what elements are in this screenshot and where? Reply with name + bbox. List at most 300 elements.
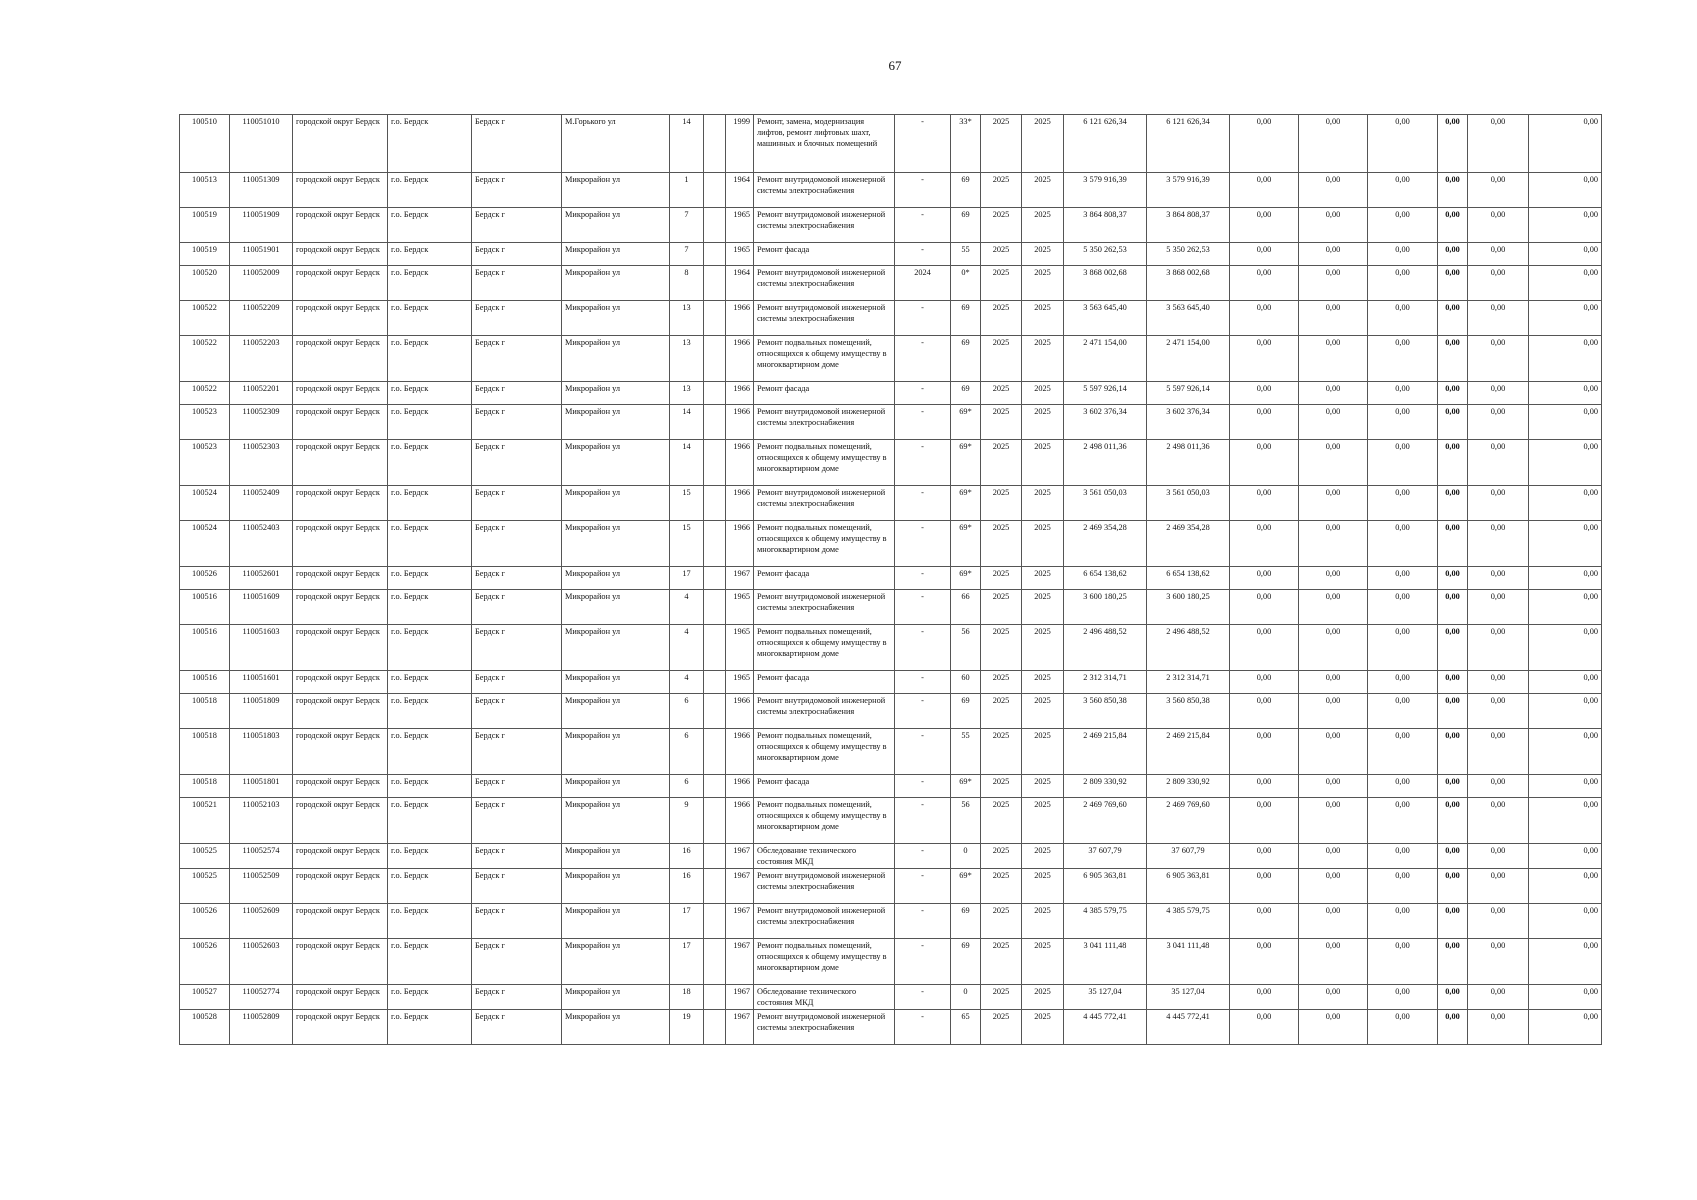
cell-reserve: 0,00 [1529,625,1602,671]
cell-plan-start: 2025 [981,173,1022,208]
table-row [180,903,1602,938]
cell-id: 100519 [180,243,230,266]
cell-municipality: г.о. Бердск [388,868,472,903]
cell-municipality: г.о. Бердск [388,694,472,729]
cell-district: городской округ Бердск [293,336,388,382]
cell-regional-budget: 0,00 [1230,868,1299,903]
cell-other-funds: 0,00 [1438,382,1468,405]
cell-plan-end: 2025 [1022,301,1064,336]
cell-plan-start: 2025 [981,798,1022,844]
cell-settlement: Бердск г [472,938,562,984]
cell-owners-funds: 0,00 [1368,775,1438,798]
cell-reserve: 0,00 [1529,729,1602,775]
cell-federal-funds: 0,00 [1468,243,1529,266]
cell-fund-amount: 2 469 769,60 [1147,798,1230,844]
cell-prev-year: 2024 [895,266,951,301]
cell-total-cost: 2 469 354,28 [1064,521,1147,567]
cell-owners-funds: 0,00 [1368,903,1438,938]
cell-fund-amount: 4 385 579,75 [1147,903,1230,938]
cell-other-funds: 0,00 [1438,798,1468,844]
cell-code: 110051010 [230,115,293,173]
cell-regional-budget: 0,00 [1230,984,1299,1009]
cell-fund-amount: 6 121 626,34 [1147,115,1230,173]
cell-regional-budget: 0,00 [1230,486,1299,521]
cell-federal-funds: 0,00 [1468,590,1529,625]
cell-settlement: Бердск г [472,694,562,729]
cell-prev-year: - [895,486,951,521]
cell-wear: 55 [951,243,981,266]
cell-plan-end: 2025 [1022,868,1064,903]
cell-regional-budget: 0,00 [1230,243,1299,266]
cell-prev-year: - [895,984,951,1009]
cell-other-funds: 0,00 [1438,844,1468,869]
cell-plan-start: 2025 [981,671,1022,694]
cell-fund-amount: 2 496 488,52 [1147,625,1230,671]
cell-district: городской округ Бердск [293,1009,388,1044]
cell-id: 100527 [180,984,230,1009]
cell-work-type: Обследование технического состояния МКД [754,844,895,869]
cell-local-budget: 0,00 [1299,301,1368,336]
cell-building [704,729,726,775]
cell-code: 110052309 [230,405,293,440]
cell-building [704,625,726,671]
cell-building [704,844,726,869]
cell-street: Микрорайон ул [562,938,670,984]
table-row [180,440,1602,486]
cell-regional-budget: 0,00 [1230,115,1299,173]
cell-reserve: 0,00 [1529,301,1602,336]
cell-regional-budget: 0,00 [1230,625,1299,671]
cell-plan-end: 2025 [1022,938,1064,984]
cell-street: Микрорайон ул [562,208,670,243]
cell-plan-end: 2025 [1022,266,1064,301]
cell-district: городской округ Бердск [293,868,388,903]
table-row [180,775,1602,798]
cell-build-year: 1966 [726,301,754,336]
cell-reserve: 0,00 [1529,903,1602,938]
cell-owners-funds: 0,00 [1368,336,1438,382]
cell-owners-funds: 0,00 [1368,301,1438,336]
page-number: 67 [888,58,902,73]
cell-reserve: 0,00 [1529,844,1602,869]
cell-municipality: г.о. Бердск [388,567,472,590]
cell-code: 110052009 [230,266,293,301]
cell-settlement: Бердск г [472,984,562,1009]
table-row [180,625,1602,671]
cell-regional-budget: 0,00 [1230,775,1299,798]
cell-local-budget: 0,00 [1299,440,1368,486]
table-row [180,173,1602,208]
cell-work-type: Ремонт внутридомовой инженерной системы электроснабжения [754,903,895,938]
cell-work-type: Ремонт внутридомовой инженерной системы электроснабжения [754,405,895,440]
cell-plan-start: 2025 [981,938,1022,984]
table-row [180,984,1602,1009]
cell-work-type: Ремонт фасада [754,382,895,405]
cell-code: 110051601 [230,671,293,694]
cell-plan-end: 2025 [1022,173,1064,208]
cell-other-funds: 0,00 [1438,590,1468,625]
cell-building [704,775,726,798]
cell-municipality: г.о. Бердск [388,266,472,301]
cell-house: 6 [670,775,704,798]
table-row [180,694,1602,729]
cell-wear: 69 [951,694,981,729]
cell-local-budget: 0,00 [1299,938,1368,984]
cell-fund-amount: 6 905 363,81 [1147,868,1230,903]
cell-total-cost: 2 809 330,92 [1064,775,1147,798]
cell-district: городской округ Бердск [293,938,388,984]
cell-street: Микрорайон ул [562,440,670,486]
cell-other-funds: 0,00 [1438,1009,1468,1044]
cell-federal-funds: 0,00 [1468,1009,1529,1044]
cell-total-cost: 2 471 154,00 [1064,336,1147,382]
cell-id: 100525 [180,868,230,903]
cell-plan-end: 2025 [1022,405,1064,440]
cell-wear: 56 [951,798,981,844]
cell-total-cost: 2 469 769,60 [1064,798,1147,844]
cell-municipality: г.о. Бердск [388,844,472,869]
cell-work-type: Ремонт подвальных помещений, относящихся к общему имуществу в многоквартирном доме [754,729,895,775]
cell-settlement: Бердск г [472,775,562,798]
cell-regional-budget: 0,00 [1230,694,1299,729]
cell-plan-start: 2025 [981,694,1022,729]
cell-prev-year: - [895,694,951,729]
cell-street: Микрорайон ул [562,336,670,382]
cell-build-year: 1967 [726,984,754,1009]
cell-build-year: 1965 [726,208,754,243]
cell-settlement: Бердск г [472,671,562,694]
cell-prev-year: - [895,938,951,984]
cell-wear: 69 [951,301,981,336]
cell-id: 100516 [180,590,230,625]
cell-district: городской округ Бердск [293,844,388,869]
cell-code: 110052209 [230,301,293,336]
cell-municipality: г.о. Бердск [388,671,472,694]
cell-wear: 55 [951,729,981,775]
cell-id: 100516 [180,671,230,694]
cell-district: городской округ Бердск [293,521,388,567]
cell-other-funds: 0,00 [1438,405,1468,440]
cell-building [704,694,726,729]
cell-regional-budget: 0,00 [1230,208,1299,243]
cell-total-cost: 5 350 262,53 [1064,243,1147,266]
cell-wear: 69* [951,405,981,440]
cell-wear: 69* [951,521,981,567]
cell-regional-budget: 0,00 [1230,336,1299,382]
cell-district: городской округ Бердск [293,671,388,694]
cell-id: 100513 [180,173,230,208]
cell-plan-start: 2025 [981,266,1022,301]
cell-street: Микрорайон ул [562,729,670,775]
cell-building [704,243,726,266]
cell-total-cost: 3 864 808,37 [1064,208,1147,243]
cell-reserve: 0,00 [1529,775,1602,798]
cell-building [704,173,726,208]
cell-regional-budget: 0,00 [1230,903,1299,938]
cell-owners-funds: 0,00 [1368,1009,1438,1044]
cell-total-cost: 2 498 011,36 [1064,440,1147,486]
cell-building [704,1009,726,1044]
cell-local-budget: 0,00 [1299,173,1368,208]
cell-code: 110051909 [230,208,293,243]
cell-federal-funds: 0,00 [1468,798,1529,844]
cell-local-budget: 0,00 [1299,625,1368,671]
cell-plan-end: 2025 [1022,336,1064,382]
cell-plan-end: 2025 [1022,382,1064,405]
cell-building [704,208,726,243]
cell-local-budget: 0,00 [1299,1009,1368,1044]
cell-local-budget: 0,00 [1299,775,1368,798]
cell-id: 100526 [180,938,230,984]
cell-building [704,903,726,938]
cell-street: Микрорайон ул [562,694,670,729]
cell-house: 9 [670,798,704,844]
cell-code: 110051603 [230,625,293,671]
cell-fund-amount: 2 469 354,28 [1147,521,1230,567]
cell-plan-start: 2025 [981,903,1022,938]
cell-reserve: 0,00 [1529,590,1602,625]
cell-district: городской округ Бердск [293,208,388,243]
cell-code: 110052809 [230,1009,293,1044]
cell-code: 110052203 [230,336,293,382]
cell-other-funds: 0,00 [1438,243,1468,266]
cell-other-funds: 0,00 [1438,173,1468,208]
cell-id: 100519 [180,208,230,243]
cell-settlement: Бердск г [472,382,562,405]
cell-other-funds: 0,00 [1438,729,1468,775]
cell-build-year: 1964 [726,266,754,301]
cell-house: 13 [670,382,704,405]
cell-id: 100528 [180,1009,230,1044]
cell-settlement: Бердск г [472,1009,562,1044]
cell-owners-funds: 0,00 [1368,868,1438,903]
table-row [180,671,1602,694]
cell-plan-start: 2025 [981,208,1022,243]
cell-regional-budget: 0,00 [1230,440,1299,486]
cell-plan-end: 2025 [1022,521,1064,567]
cell-prev-year: - [895,844,951,869]
cell-municipality: г.о. Бердск [388,521,472,567]
cell-plan-end: 2025 [1022,694,1064,729]
cell-house: 15 [670,486,704,521]
cell-total-cost: 35 127,04 [1064,984,1147,1009]
cell-settlement: Бердск г [472,868,562,903]
cell-plan-start: 2025 [981,486,1022,521]
cell-build-year: 1967 [726,567,754,590]
cell-prev-year: - [895,243,951,266]
cell-reserve: 0,00 [1529,486,1602,521]
cell-regional-budget: 0,00 [1230,382,1299,405]
cell-total-cost: 2 496 488,52 [1064,625,1147,671]
cell-district: городской округ Бердск [293,405,388,440]
cell-regional-budget: 0,00 [1230,671,1299,694]
cell-other-funds: 0,00 [1438,868,1468,903]
cell-code: 110051809 [230,694,293,729]
cell-work-type: Ремонт внутридомовой инженерной системы электроснабжения [754,301,895,336]
cell-building [704,590,726,625]
cell-reserve: 0,00 [1529,984,1602,1009]
cell-district: городской округ Бердск [293,266,388,301]
cell-municipality: г.о. Бердск [388,729,472,775]
cell-federal-funds: 0,00 [1468,671,1529,694]
cell-owners-funds: 0,00 [1368,984,1438,1009]
cell-build-year: 1964 [726,173,754,208]
cell-house: 17 [670,567,704,590]
cell-reserve: 0,00 [1529,208,1602,243]
cell-code: 110052303 [230,440,293,486]
cell-total-cost: 5 597 926,14 [1064,382,1147,405]
cell-id: 100516 [180,625,230,671]
cell-work-type: Ремонт фасада [754,567,895,590]
cell-wear: 69 [951,382,981,405]
cell-wear: 69* [951,868,981,903]
cell-regional-budget: 0,00 [1230,521,1299,567]
cell-federal-funds: 0,00 [1468,486,1529,521]
cell-id: 100526 [180,903,230,938]
cell-regional-budget: 0,00 [1230,938,1299,984]
cell-reserve: 0,00 [1529,440,1602,486]
cell-municipality: г.о. Бердск [388,243,472,266]
cell-federal-funds: 0,00 [1468,567,1529,590]
cell-wear: 69* [951,486,981,521]
cell-build-year: 1966 [726,486,754,521]
cell-street: Микрорайон ул [562,844,670,869]
table-row [180,1009,1602,1044]
cell-plan-end: 2025 [1022,440,1064,486]
cell-id: 100518 [180,775,230,798]
cell-district: городской округ Бердск [293,382,388,405]
cell-build-year: 1967 [726,868,754,903]
cell-house: 14 [670,440,704,486]
cell-build-year: 1966 [726,798,754,844]
cell-local-budget: 0,00 [1299,671,1368,694]
cell-plan-start: 2025 [981,243,1022,266]
cell-total-cost: 3 602 376,34 [1064,405,1147,440]
cell-other-funds: 0,00 [1438,567,1468,590]
cell-plan-start: 2025 [981,115,1022,173]
cell-reserve: 0,00 [1529,521,1602,567]
cell-other-funds: 0,00 [1438,938,1468,984]
cell-regional-budget: 0,00 [1230,173,1299,208]
cell-owners-funds: 0,00 [1368,798,1438,844]
cell-building [704,486,726,521]
cell-code: 110051901 [230,243,293,266]
cell-street: Микрорайон ул [562,567,670,590]
cell-owners-funds: 0,00 [1368,844,1438,869]
cell-house: 8 [670,266,704,301]
cell-code: 110052601 [230,567,293,590]
cell-other-funds: 0,00 [1438,266,1468,301]
cell-prev-year: - [895,440,951,486]
cell-build-year: 1966 [726,382,754,405]
cell-federal-funds: 0,00 [1468,903,1529,938]
cell-prev-year: - [895,405,951,440]
cell-house: 7 [670,243,704,266]
cell-plan-end: 2025 [1022,243,1064,266]
cell-settlement: Бердск г [472,567,562,590]
cell-street: Микрорайон ул [562,521,670,567]
cell-settlement: Бердск г [472,173,562,208]
cell-district: городской округ Бердск [293,984,388,1009]
cell-fund-amount: 5 597 926,14 [1147,382,1230,405]
cell-work-type: Ремонт фасада [754,775,895,798]
cell-federal-funds: 0,00 [1468,625,1529,671]
table-row [180,844,1602,869]
cell-prev-year: - [895,671,951,694]
cell-total-cost: 37 607,79 [1064,844,1147,869]
cell-prev-year: - [895,521,951,567]
cell-code: 110052574 [230,844,293,869]
cell-reserve: 0,00 [1529,1009,1602,1044]
cell-federal-funds: 0,00 [1468,938,1529,984]
cell-regional-budget: 0,00 [1230,798,1299,844]
cell-street: Микрорайон ул [562,868,670,903]
cell-house: 13 [670,336,704,382]
cell-fund-amount: 3 602 376,34 [1147,405,1230,440]
cell-house: 16 [670,844,704,869]
cell-plan-end: 2025 [1022,1009,1064,1044]
cell-owners-funds: 0,00 [1368,243,1438,266]
cell-id: 100522 [180,336,230,382]
cell-street: Микрорайон ул [562,903,670,938]
cell-id: 100523 [180,440,230,486]
cell-total-cost: 6 905 363,81 [1064,868,1147,903]
cell-house: 18 [670,984,704,1009]
cell-owners-funds: 0,00 [1368,671,1438,694]
cell-plan-end: 2025 [1022,590,1064,625]
cell-federal-funds: 0,00 [1468,868,1529,903]
cell-municipality: г.о. Бердск [388,775,472,798]
cell-plan-start: 2025 [981,868,1022,903]
cell-plan-end: 2025 [1022,115,1064,173]
cell-plan-end: 2025 [1022,775,1064,798]
cell-fund-amount: 2 498 011,36 [1147,440,1230,486]
cell-reserve: 0,00 [1529,115,1602,173]
cell-owners-funds: 0,00 [1368,521,1438,567]
cell-plan-start: 2025 [981,590,1022,625]
cell-plan-end: 2025 [1022,903,1064,938]
cell-district: городской округ Бердск [293,173,388,208]
cell-district: городской округ Бердск [293,301,388,336]
cell-fund-amount: 3 563 645,40 [1147,301,1230,336]
cell-plan-end: 2025 [1022,208,1064,243]
table-row [180,729,1602,775]
table-row [180,336,1602,382]
cell-id: 100524 [180,521,230,567]
cell-total-cost: 3 560 850,38 [1064,694,1147,729]
cell-reserve: 0,00 [1529,694,1602,729]
cell-house: 6 [670,694,704,729]
cell-plan-start: 2025 [981,405,1022,440]
cell-building [704,671,726,694]
cell-regional-budget: 0,00 [1230,567,1299,590]
cell-municipality: г.о. Бердск [388,405,472,440]
cell-federal-funds: 0,00 [1468,729,1529,775]
cell-municipality: г.о. Бердск [388,590,472,625]
cell-federal-funds: 0,00 [1468,336,1529,382]
cell-house: 1 [670,173,704,208]
cell-municipality: г.о. Бердск [388,938,472,984]
cell-settlement: Бердск г [472,625,562,671]
cell-local-budget: 0,00 [1299,868,1368,903]
cell-plan-start: 2025 [981,336,1022,382]
cell-federal-funds: 0,00 [1468,301,1529,336]
cell-id: 100522 [180,301,230,336]
cell-plan-start: 2025 [981,729,1022,775]
cell-municipality: г.о. Бердск [388,208,472,243]
cell-plan-start: 2025 [981,984,1022,1009]
cell-local-budget: 0,00 [1299,729,1368,775]
